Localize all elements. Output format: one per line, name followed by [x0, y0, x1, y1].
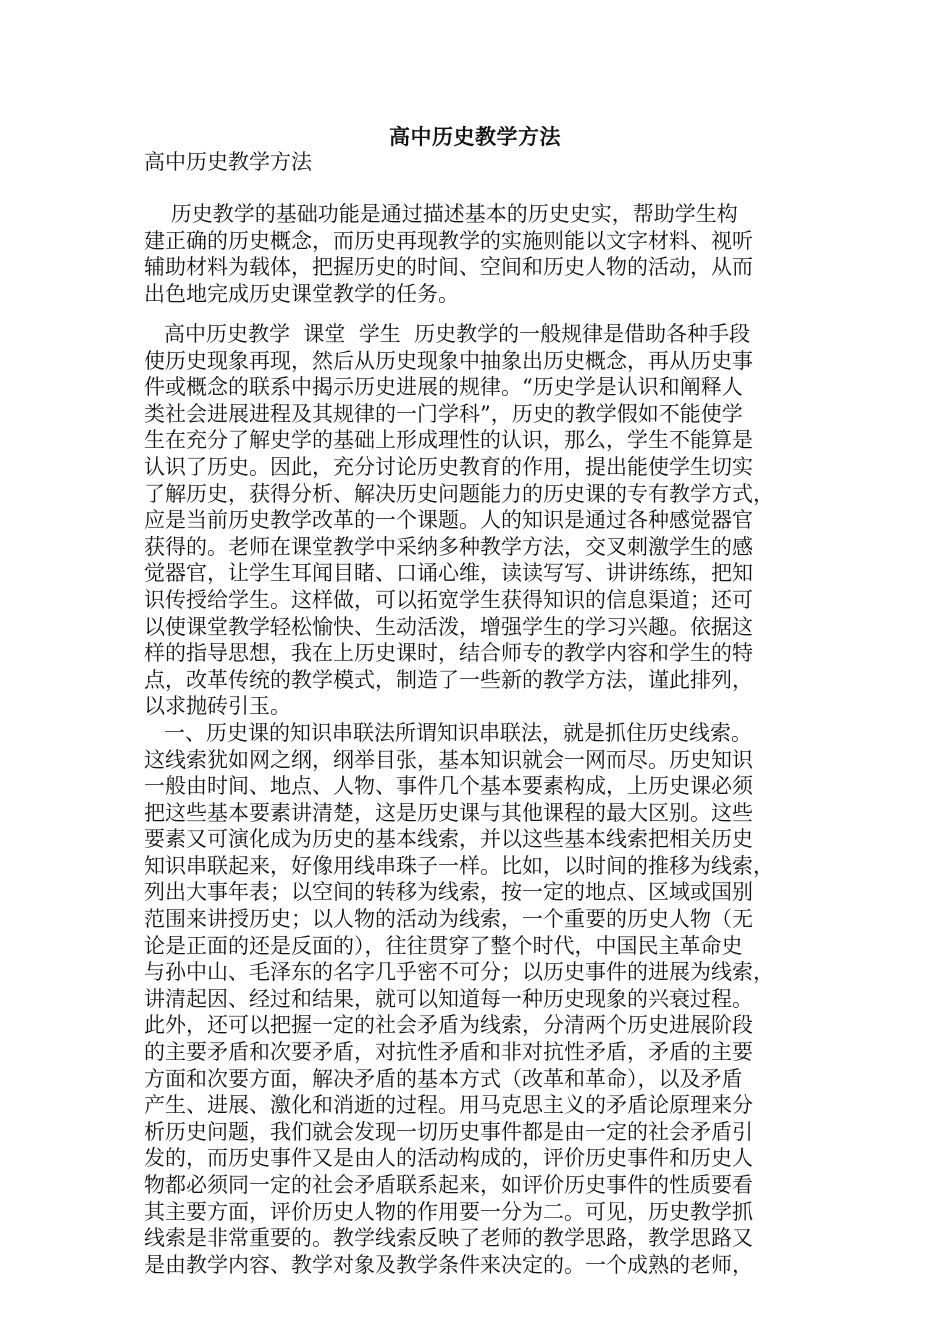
text-line: 知识串联起来，好像用线串珠子一样。比如，以时间的推移为线索， — [144, 853, 774, 878]
text-line: 样的指导思想，我在上历史课时，结合师专的教学内容和学生的特 — [144, 641, 753, 666]
text-line: 物都必须同一定的社会矛盾联系起来，如评价历史事件的性质要看 — [144, 1173, 753, 1197]
text-line: 了解历史，获得分析、解决历史问题能力的历史课的专有教学方式， — [144, 481, 774, 506]
text-line: 方面和次要方面，解决矛盾的基本方式（改革和革命），以及矛盾 — [144, 1066, 743, 1091]
text-line: 建正确的历史概念，而历史再现教学的实施则能以文字材料、视听 — [144, 228, 753, 253]
document-subtitle: 高中历史教学方法 — [144, 150, 312, 174]
text-line: 一、历史课的知识串联法所谓知识串联法，就是抓住历史线索。 — [144, 720, 753, 745]
text-line: 获得的。老师在课堂教学中采纳多种教学方法，交叉刺激学生的感 — [144, 534, 753, 559]
text-line: 其主要方面，评价历史人物的作用要一分为二。可见，历史教学抓 — [144, 1199, 753, 1224]
text-line: 应是当前历史教学改革的一个课题。人的知识是通过各种感觉器官 — [144, 508, 753, 533]
document-title: 高中历史教学方法 — [389, 124, 561, 149]
text-line: 历史教学的基础功能是通过描述基本的历史史实，帮助学生构 — [144, 202, 738, 226]
text-line: 认识了历史。因此，充分讨论历史教育的作用，提出能使学生切实 — [144, 454, 753, 479]
text-line: 高中历史教学 课堂 学生 历史教学的一般规律是借助各种手段 — [144, 322, 751, 346]
text-line: 件或概念的联系中揭示历史进展的规律。“历史学是认识和阐释人 — [144, 375, 743, 400]
text-line: 讲清起因、经过和结果，就可以知道每一种历史现象的兴衰过程。 — [144, 986, 753, 1011]
text-line: 析历史问题，我们就会发现一切历史事件都是由一定的社会矛盾引 — [144, 1119, 753, 1144]
text-line: 是由教学内容、教学对象及教学条件来决定的。一个成熟的老师， — [144, 1252, 753, 1277]
text-line: 点，改革传统的教学模式，制造了一些新的教学方法，谨此排列， — [144, 667, 753, 692]
text-line: 辅助材料为载体，把握历史的时间、空间和历史人物的活动，从而 — [144, 255, 753, 280]
text-line: 以求抛砖引玉。 — [144, 694, 291, 719]
text-line: 发的，而历史事件又是由人的活动构成的，评价历史事件和历史人 — [144, 1146, 753, 1171]
text-line: 线索是非常重要的。教学线索反映了老师的教学思路，教学思路又 — [144, 1226, 753, 1251]
text-line: 产生、进展、激化和消逝的过程。用马克思主义的矛盾论原理来分 — [144, 1093, 753, 1118]
paragraph-main — [144, 321, 814, 1278]
text-line: 觉器官，让学生耳闻目睹、口诵心维，读读写写、讲讲练练，把知 — [144, 561, 753, 586]
text-line: 一般由时间、地点、人物、事件几个基本要素构成，上历史课必须 — [144, 774, 753, 799]
text-line: 这线索犹如网之纲，纲举目张，基本知识就会一网而尽。历史知识 — [144, 747, 753, 772]
paragraph-intro — [144, 201, 814, 307]
text-line: 范围来讲授历史；以人物的活动为线索，一个重要的历史人物（无 — [144, 907, 753, 932]
text-line: 的主要矛盾和次要矛盾，对抗性矛盾和非对抗性矛盾，矛盾的主要 — [144, 1040, 753, 1065]
text-line: 使历史现象再现，然后从历史现象中抽象出历史概念，再从历史事 — [144, 348, 753, 373]
text-line: 与孙中山、毛泽东的名字几乎密不可分；以历史事件的进展为线索， — [144, 960, 774, 985]
text-line: 类社会进展进程及其规律的一门学科”，历史的教学假如不能使学 — [144, 401, 743, 426]
text-line: 列出大事年表；以空间的转移为线索，按一定的地点、区域或国别 — [144, 880, 753, 905]
text-line: 把这些基本要素讲清楚，这是历史课与其他课程的最大区别。这些 — [144, 800, 753, 825]
text-line: 论是正面的还是反面的），往往贯穿了整个时代，中国民主革命史 — [144, 933, 743, 958]
text-line: 出色地完成历史课堂教学的任务。 — [144, 281, 459, 306]
text-line: 生在充分了解史学的基础上形成理性的认识，那么，学生不能算是 — [144, 428, 753, 453]
text-line: 要素又可演化成为历史的基本线索，并以这些基本线索把相关历史 — [144, 827, 753, 852]
text-line: 以使课堂教学轻松愉快、生动活泼，增强学生的学习兴趣。依据这 — [144, 614, 753, 639]
text-line: 识传授给学生。这样做，可以拓宽学生获得知识的信息渠道；还可 — [144, 587, 753, 612]
text-line: 此外，还可以把握一定的社会矛盾为线索，分清两个历史进展阶段 — [144, 1013, 753, 1038]
